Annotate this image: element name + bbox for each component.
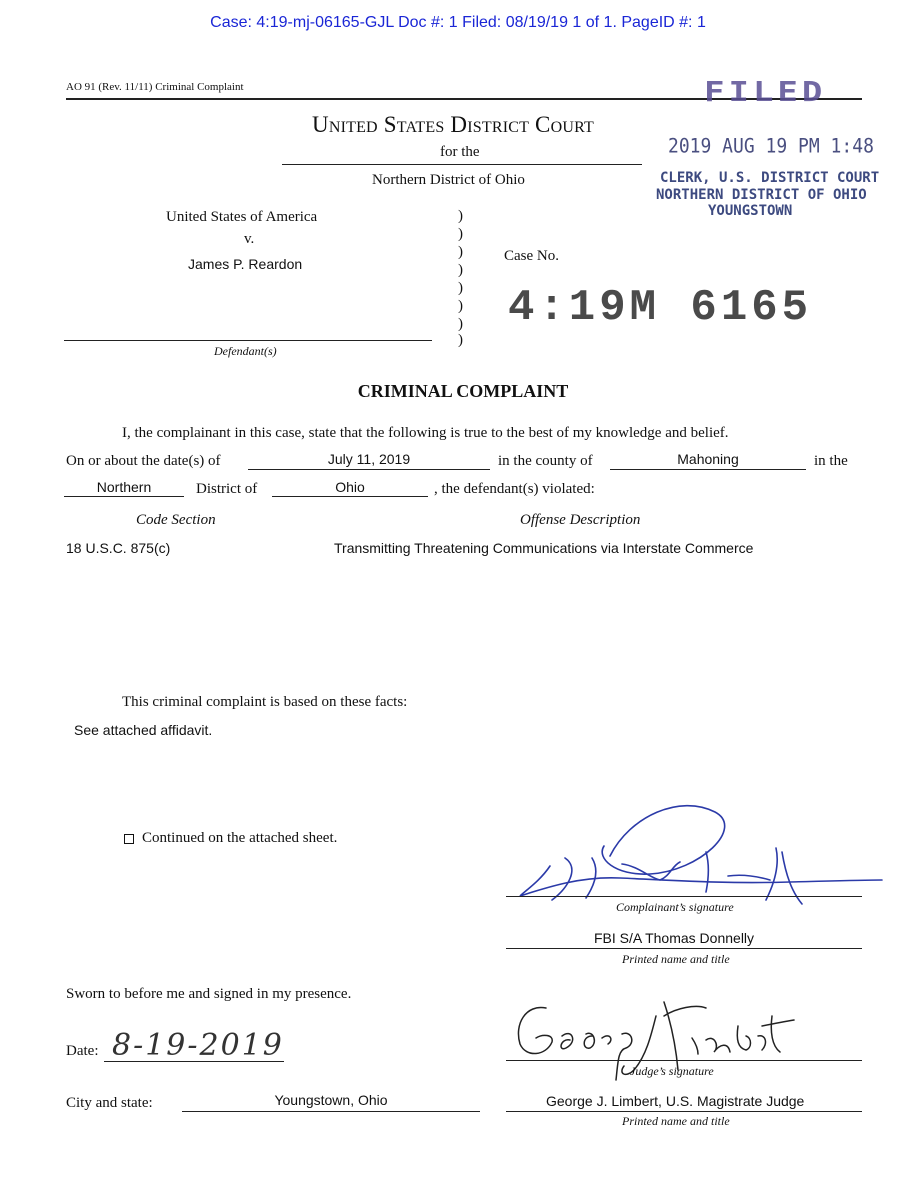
state-rule bbox=[272, 496, 428, 497]
in-the-label: in the bbox=[814, 453, 848, 469]
plaintiff-name: United States of America bbox=[166, 209, 318, 225]
complainant-printed-label: Printed name and title bbox=[622, 952, 730, 966]
signed-date-value: 8-19-2019 bbox=[112, 1028, 284, 1063]
caption-paren: ) bbox=[458, 262, 463, 278]
district-value-rule bbox=[64, 496, 184, 497]
complainant-signature-rule bbox=[506, 896, 862, 897]
date-rule bbox=[104, 1061, 284, 1062]
form-id: AO 91 (Rev. 11/11) Criminal Complaint bbox=[66, 81, 244, 93]
caption-paren: ) bbox=[458, 244, 463, 260]
date-prefix-label: On or about the date(s) of bbox=[66, 453, 221, 469]
judge-signature-rule bbox=[506, 1060, 862, 1061]
ecf-header-stamp: Case: 4:19-mj-06165-GJL Doc #: 1 Filed: 08/19/19 1 of 1. PageID #: 1 bbox=[210, 14, 706, 31]
offense-date-value: July 11, 2019 bbox=[327, 451, 411, 467]
code-section-value: 18 U.S.C. 875(c) bbox=[66, 540, 171, 556]
judge-name-rule bbox=[506, 1111, 862, 1112]
caption-paren: ) bbox=[458, 208, 463, 224]
offense-date-rule bbox=[248, 469, 490, 470]
complainant-signature bbox=[510, 796, 890, 916]
judge-signature-label: Judge’s signature bbox=[630, 1064, 714, 1078]
judge-signature bbox=[506, 986, 806, 1096]
case-no-label: Case No. bbox=[504, 248, 559, 264]
defendant-name: James P. Reardon bbox=[188, 256, 303, 272]
date-label: Date: bbox=[66, 1043, 99, 1059]
for-the-label: for the bbox=[440, 144, 480, 160]
continued-label: Continued on the attached sheet. bbox=[142, 830, 338, 846]
for-the-rule bbox=[282, 164, 642, 165]
caption-paren: ) bbox=[458, 280, 463, 296]
complainant-printed-name: FBI S/A Thomas Donnelly bbox=[594, 930, 755, 946]
document-title: CRIMINAL COMPLAINT bbox=[357, 381, 569, 401]
caption-paren: ) bbox=[458, 298, 463, 314]
county-label: in the county of bbox=[498, 453, 593, 469]
filed-stamp-clerk-line-1: CLERK, U.S. DISTRICT COURT bbox=[660, 170, 880, 186]
case-number: 4:19M 6165 bbox=[508, 283, 813, 333]
sworn-statement: Sworn to before me and signed in my presence. bbox=[66, 986, 352, 1002]
court-title: United States District Court bbox=[312, 112, 594, 137]
defendant-label: Defendant(s) bbox=[214, 344, 277, 358]
offense-description-header: Offense Description bbox=[520, 512, 641, 528]
versus-label: v. bbox=[244, 231, 255, 247]
judge-printed-name: George J. Limbert, U.S. Magistrate Judge bbox=[546, 1093, 805, 1109]
city-state-value: Youngstown, Ohio bbox=[274, 1092, 388, 1108]
district-name: Northern District of Ohio bbox=[372, 172, 525, 188]
complainant-signature-label: Complainant’s signature bbox=[616, 900, 734, 914]
caption-paren: ) bbox=[458, 332, 463, 348]
filed-stamp-date: 2019 AUG 19 PM 1:48 bbox=[668, 134, 874, 159]
judge-printed-label: Printed name and title bbox=[622, 1114, 730, 1128]
district-of-label: District of bbox=[196, 481, 258, 497]
caption-paren: ) bbox=[458, 316, 463, 332]
county-rule bbox=[610, 469, 806, 470]
violated-label: , the defendant(s) violated: bbox=[434, 481, 595, 497]
complainant-statement: I, the complainant in this case, state that the following is true to the best of my knowledge and belief. bbox=[122, 425, 729, 441]
defendant-rule bbox=[64, 340, 432, 341]
facts-label: This criminal complaint is based on these facts: bbox=[122, 694, 408, 710]
facts-text: See attached affidavit. bbox=[74, 722, 213, 738]
city-state-label: City and state: bbox=[66, 1095, 153, 1111]
city-state-rule bbox=[182, 1111, 480, 1112]
code-section-header: Code Section bbox=[136, 512, 216, 528]
complainant-name-rule bbox=[506, 948, 862, 949]
filed-stamp-clerk-line-3: YOUNGSTOWN bbox=[708, 203, 793, 219]
state-value: Ohio bbox=[335, 479, 365, 495]
district-value: Northern bbox=[96, 479, 152, 495]
filed-stamp-clerk-line-2: NORTHERN DISTRICT OF OHIO bbox=[656, 187, 867, 203]
caption-paren: ) bbox=[458, 226, 463, 242]
offense-description-value: Transmitting Threatening Communications via Interstate Commerce bbox=[334, 540, 754, 556]
filed-stamp-word: FILED bbox=[704, 76, 827, 108]
county-value: Mahoning bbox=[677, 451, 739, 467]
continued-checkbox[interactable] bbox=[124, 834, 134, 844]
